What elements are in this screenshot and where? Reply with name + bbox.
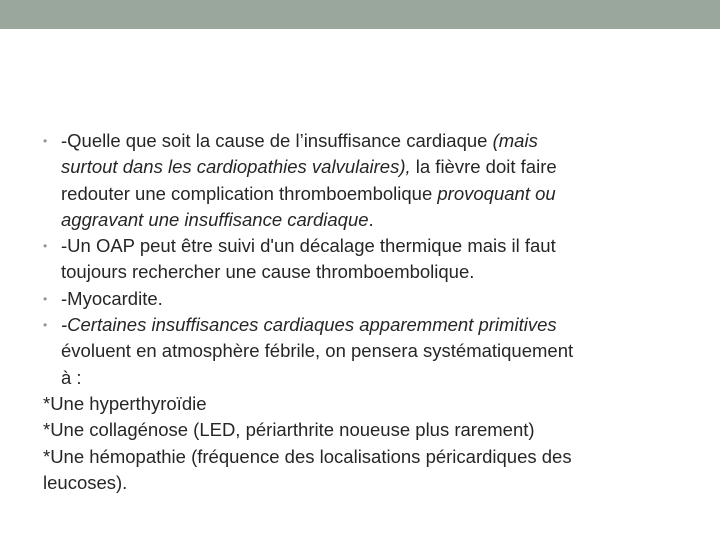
bullet-line xyxy=(61,286,683,312)
plain-line: *Une collagénose (LED, périarthrite noueuse plus rarement) xyxy=(43,419,535,441)
bullet-dot-icon: • xyxy=(43,134,48,148)
italic-text: -Certaines insuffisances cardiaques apparemment primitives xyxy=(61,314,557,336)
text-run: -Myocardite. xyxy=(61,287,163,309)
bullet-item xyxy=(43,312,683,391)
bullet-line xyxy=(61,233,683,259)
bullet-dot-icon: • xyxy=(43,239,48,254)
italic-text: provoquant ou xyxy=(437,182,556,204)
italic-text: (mais xyxy=(492,130,538,151)
bullet-line xyxy=(61,338,683,364)
text-run: -Un OAP peut être suivi d'un décalage thermique mais il faut xyxy=(61,235,556,257)
bullet-line xyxy=(61,207,683,233)
bullet-item xyxy=(43,233,683,286)
plain-line: *Une hyperthyroïdie xyxy=(43,392,207,414)
bullet-line xyxy=(61,365,683,391)
text-run: -Quelle que soit la cause de l’insuffisance cardiaque xyxy=(61,130,493,151)
text-run: la fièvre doit faire xyxy=(410,156,557,178)
top-accent-bar xyxy=(0,0,720,29)
text-run: à : xyxy=(61,366,82,388)
plain-line: *Une hémopathie (fréquence des localisations péricardiques des xyxy=(43,445,572,467)
text-run: redouter une complication thromboembolique xyxy=(61,182,438,204)
slide-body xyxy=(43,128,683,496)
italic-text: surtout dans les cardiopathies valvulaires), xyxy=(61,156,411,178)
bullet-line xyxy=(61,181,683,207)
bullet-item xyxy=(43,128,683,233)
bullet-line xyxy=(61,312,683,338)
text-run: . xyxy=(368,208,374,230)
bullet-line xyxy=(61,259,683,285)
plain-text-block xyxy=(43,391,683,496)
italic-text: aggravant une insuffisance cardiaque xyxy=(61,208,369,230)
bullet-line xyxy=(61,154,683,180)
text-run: toujours rechercher une cause thromboembolique. xyxy=(61,261,475,283)
bullet-dot-icon: • xyxy=(43,318,48,333)
plain-line: leucoses). xyxy=(43,471,128,493)
bullet-item xyxy=(43,286,683,312)
bullet-line xyxy=(61,128,683,154)
bullet-list xyxy=(43,128,683,391)
bullet-dot-icon: • xyxy=(43,291,48,306)
text-run: évoluent en atmosphère fébrile, on pensera systématiquement xyxy=(61,340,574,362)
